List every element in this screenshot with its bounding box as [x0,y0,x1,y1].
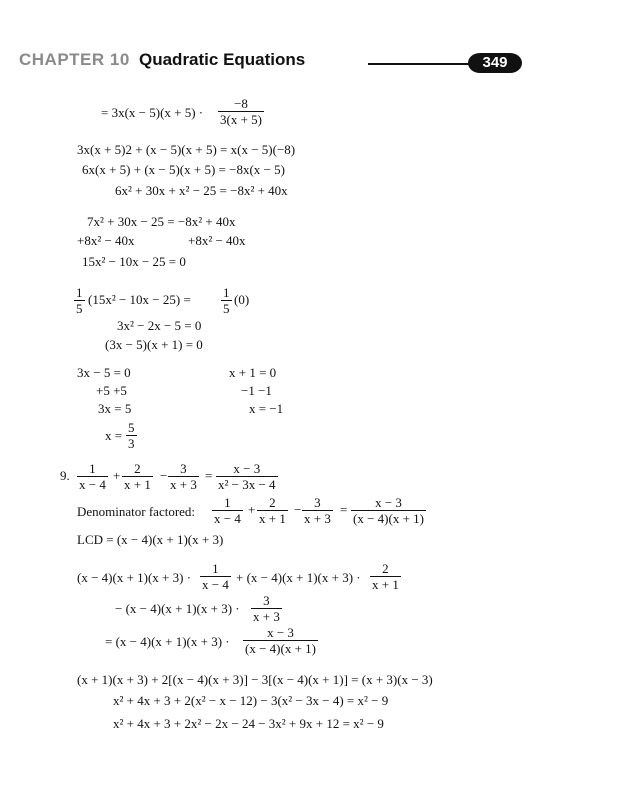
eq-line-a2: 3x(x + 5)2 + (x − 5)(x + 5) = x(x − 5)(−8) [77,142,296,157]
fraction-numerator: 3 [314,495,321,510]
fraction-denominator: x² − 3x − 4 [218,477,276,492]
lcd-line: LCD = (x − 4)(x + 1)(x + 3) [77,532,224,547]
eq-line-m2: − (x − 4)(x + 1)(x + 3) · [115,601,240,616]
fraction-denominator: x + 1 [124,477,151,492]
fraction-denominator: x − 4 [214,511,241,526]
fraction-df-2 [257,495,288,526]
fraction-p9-3 [168,461,199,492]
fraction-m3 [243,625,318,656]
eq-line-a4: 6x² + 30x + x² − 25 = −8x² + 40x [115,183,288,198]
eq-line-d3: 3x = 5 [98,401,132,416]
eq-line-d2: +5 +5 [96,383,127,398]
fraction-denominator: (x − 4)(x + 1) [245,641,316,656]
fraction-m1-2 [370,561,401,592]
chapter-label: CHAPTER 10 [19,50,130,69]
denominator-factored-label: Denominator factored: [77,504,196,519]
operator: − [160,468,168,483]
fraction-df-1 [212,495,243,526]
fraction-denominator: 5 [223,301,230,316]
eq-line-d1: 3x − 5 = 0 [77,365,131,380]
eq-line-m3: = (x − 4)(x + 1)(x + 3) · [105,634,230,649]
fraction-denominator: (x − 4)(x + 1) [353,511,424,526]
fraction-denominator: x + 1 [372,577,399,592]
fraction-denominator: 3(x + 5) [220,112,262,127]
fraction-denominator: 3 [128,436,135,451]
eq-line-m1-mid: + (x − 4)(x + 1)(x + 3) · [236,570,361,585]
eq-line-f2: x² + 4x + 3 + 2(x² − x − 12) − 3(x² − 3x − 4) = x² − 9 [113,693,389,708]
eq-line-e3: x = −1 [249,401,284,416]
fraction-numerator: x − 3 [233,461,261,476]
eq-line-e1: x + 1 = 0 [229,365,277,380]
eq-line-b3: 15x² − 10x − 25 = 0 [82,254,186,269]
fraction-numerator: 1 [89,461,96,476]
fraction-p9-1 [77,461,108,492]
fraction-d4 [126,420,137,451]
eq-line-a1: = 3x(x − 5)(x + 5) · [101,105,204,120]
eq-line-f1: (x + 1)(x + 3) + 2[(x − 4)(x + 3)] − 3[(x − 4)(x + 1)] = (x + 3)(x − 3) [77,672,433,687]
fraction-denominator: x − 4 [202,577,229,592]
fraction-numerator: −8 [234,96,248,111]
operator: + [113,468,121,483]
operator: = [205,468,213,483]
eq-line-d4: x = [105,428,123,443]
operator: = [340,502,348,517]
fraction-denominator: x + 3 [253,609,280,624]
fraction-df-3 [302,495,333,526]
operator: − [294,502,302,517]
fraction-p9-2 [122,461,153,492]
fraction-denominator: x + 3 [170,477,197,492]
fraction-numerator: 1 [76,285,83,300]
fraction-numerator: 2 [269,495,276,510]
eq-line-m1: (x − 4)(x + 1)(x + 3) · [77,570,192,585]
fraction-denominator: x + 1 [259,511,286,526]
fraction-denominator: 5 [76,301,83,316]
eq-line-e2: −1 −1 [241,383,272,398]
chapter-title: Quadratic Equations [139,50,306,69]
page-number-badge: 349 [468,53,522,73]
eq-line-b1: 7x² + 30x − 25 = −8x² + 40x [87,214,236,229]
fraction-denominator: x − 4 [79,477,106,492]
fraction-numerator: x − 3 [267,625,294,640]
page-header [0,0,635,90]
eq-line-b2-right: +8x² − 40x [188,233,246,248]
eq-line-a3: 6x(x + 5) + (x − 5)(x + 5) = −8x(x − 5) [82,162,285,177]
fraction-numerator: 1 [223,285,230,300]
fraction-numerator: 5 [128,420,135,435]
fraction-numerator: 1 [224,495,231,510]
header-rule [368,63,478,65]
fraction-m2 [251,593,282,624]
fraction-numerator: 3 [263,593,270,608]
eq-line-c1-end: (0) [234,292,250,307]
fraction-df-4 [351,495,426,526]
eq-line-c2: 3x² − 2x − 5 = 0 [117,318,202,333]
eq-line-f3: x² + 4x + 3 + 2x² − 2x − 24 − 3x² + 9x + 12 = x² − 9 [113,716,384,731]
eq-line-c1: (15x² − 10x − 25) = [88,292,191,307]
fraction-numerator: 2 [134,461,141,476]
fraction-p9-4 [216,461,278,492]
eq-line-c3: (3x − 5)(x + 1) = 0 [105,337,203,352]
fraction-denominator: x + 3 [304,511,331,526]
eq-line-b2-left: +8x² − 40x [77,233,135,248]
problem-number: 9. [60,468,70,483]
fraction-numerator: 1 [212,561,219,576]
fraction-numerator: x − 3 [375,495,402,510]
fraction-a1 [218,96,264,127]
fraction-c1-right [221,285,232,316]
fraction-numerator: 2 [382,561,389,576]
fraction-numerator: 3 [180,461,187,476]
fraction-c1-left [74,285,85,316]
fraction-m1-1 [200,561,231,592]
operator: + [248,502,256,517]
